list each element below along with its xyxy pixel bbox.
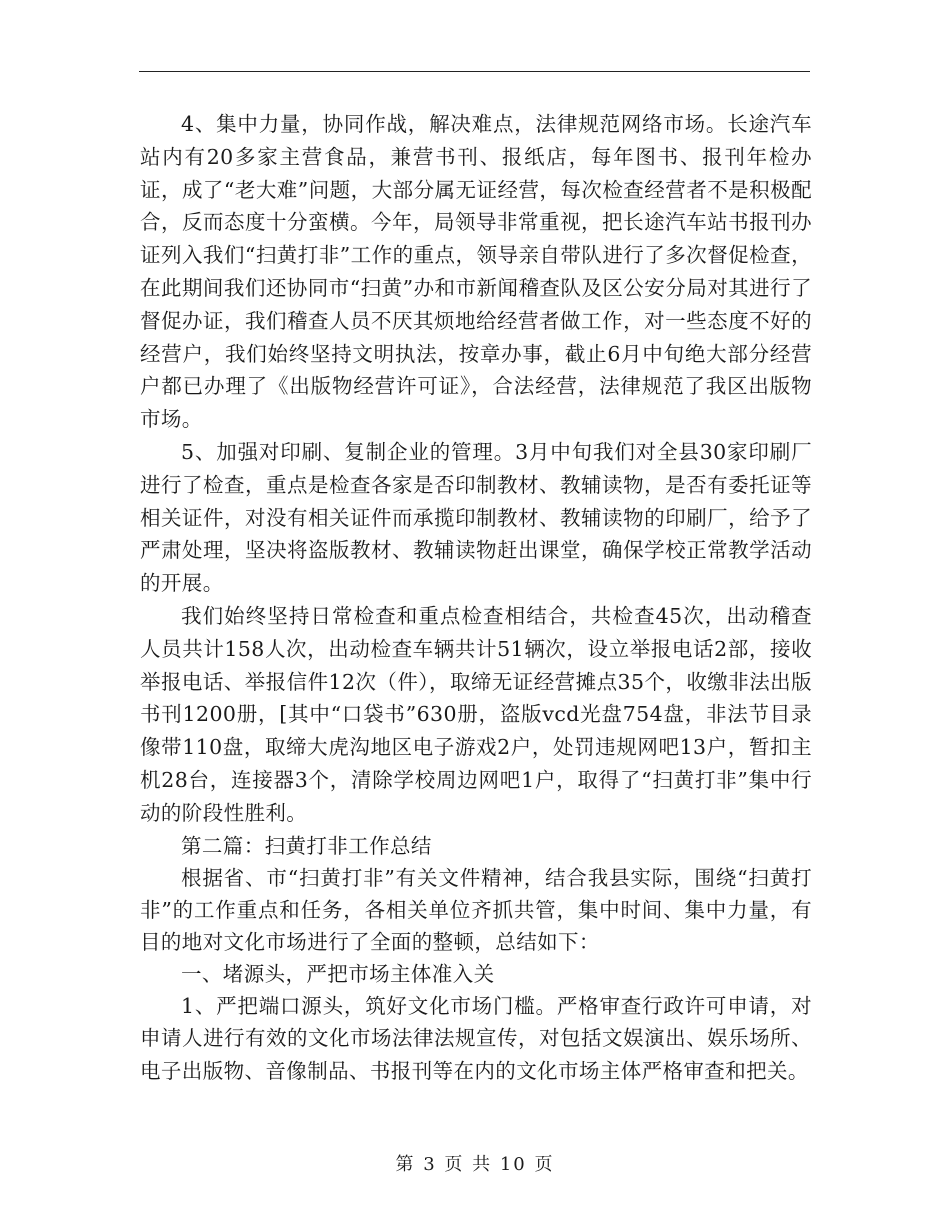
- header-rule: [139, 71, 810, 72]
- paragraph-item-4: 4、集中力量，协同作战，解决难点，法律规范网络市场。长途汽车站内有20多家主营食品，兼营书刊、报纸店，每年图书、报刊年检办证，成了“老大难”问题，大部分属无证经营，每次检查经营者不是积极配合，反而态度十分蛮横。今年，局领导非常重视，把长途汽车站书报刊办证列入我们“扫黄打非”工作的重点，领导亲自带队进行了多次督促检查，在此期间我们还协同市“扫黄”办和市新闻稽查队及区公安分局对其进行了督促办证，我们稽查人员不厌其烦地给经营者做工作，对一些态度不好的经营户，我们始终坚持文明执法，按章办事，截止6月中旬绝大部分经营户都已办理了《出版物经营许可证》，合法经营，法律规范了我区出版物市场。: [140, 112, 812, 432]
- document-body: [140, 108, 812, 1088]
- section-title: 第二篇：扫黄打非工作总结: [181, 833, 432, 858]
- paragraph-statistics: 我们始终坚持日常检查和重点检查相结合，共检查45次，出动稽查人员共计158人次，出动检查车辆共计51辆次，设立举报电话2部，接收举报电话、举报信件12次（件），取缔无证经营摊点35个，收缴非法出版书刊1200册，[其中“口袋书”630册，盗版vcd光盘754盘，非法节目录像带110盘，取缔大虎沟地区电子游戏2户，处罚违规网吧13户，暂扣主机28台，连接器3个，清除学校周边网吧1户，取得了“扫黄打非”集中行动的阶段性胜利。: [140, 603, 812, 825]
- subheading: 一、堵源头，严把市场主体准入关: [181, 961, 495, 986]
- paragraph-intro: 根据省、市“扫黄打非”有关文件精神，结合我县实际，围绕“扫黄打非”的工作重点和任务，各相关单位齐抓共管，集中时间、集中力量，有目的地对文化市场进行了全面的整顿，总结如下：: [140, 865, 812, 954]
- paragraph-item-5: 5、加强对印刷、复制企业的管理。3月中旬我们对全县30家印刷厂进行了检查，重点是检查各家是否印制教材、教辅读物，是否有委托证等相关证件，对没有相关证件而承揽印制教材、教辅读物的印刷厂，给予了严肃处理，坚决将盗版教材、教辅读物赶出课堂，确保学校正常教学活动的开展。: [140, 439, 812, 596]
- paragraph-item-1: 1、严把端口源头，筑好文化市场门槛。严格审查行政许可申请，对申请人进行有效的文化市场法律法规宣传，对包括文娱演出、娱乐场所、电子出版物、音像制品、书报刊等在内的文化市场主体严格审查和把关。: [140, 993, 812, 1084]
- page-footer: 第 3 页 共 10 页: [395, 1154, 555, 1175]
